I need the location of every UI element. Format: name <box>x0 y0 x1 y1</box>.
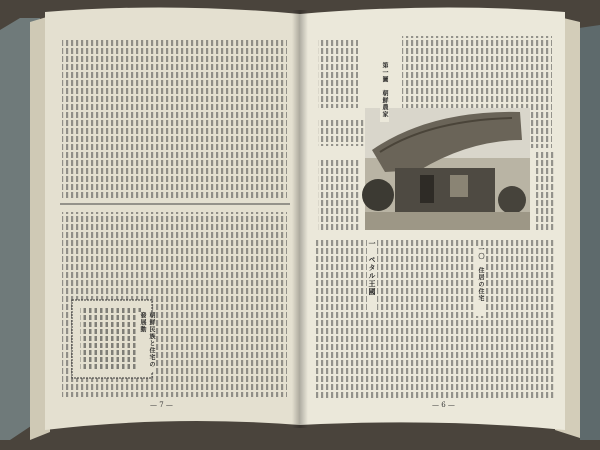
left-page-number: — 7 — <box>150 401 173 409</box>
section-heading-dwelling: 一〇 住居の住宅 <box>476 246 485 316</box>
right-mid-right-text <box>535 150 555 230</box>
figure-caption: 第一圖 朝鮮農家 <box>380 62 389 122</box>
right-top-left-text <box>318 38 358 108</box>
gutter-shadow <box>292 10 308 428</box>
right-page-number: — 6 — <box>432 401 455 409</box>
left-box-heading: 朝鮮民族と住宅の發展動 <box>138 312 156 372</box>
left-boxed-note-text <box>80 308 144 370</box>
farmhouse-photo <box>362 108 530 230</box>
right-mid-left-text <box>318 160 360 230</box>
left-upper-text <box>62 38 287 198</box>
right-lower-text <box>316 238 556 398</box>
section-heading-petal: 一 ペタル王國 <box>367 240 377 310</box>
